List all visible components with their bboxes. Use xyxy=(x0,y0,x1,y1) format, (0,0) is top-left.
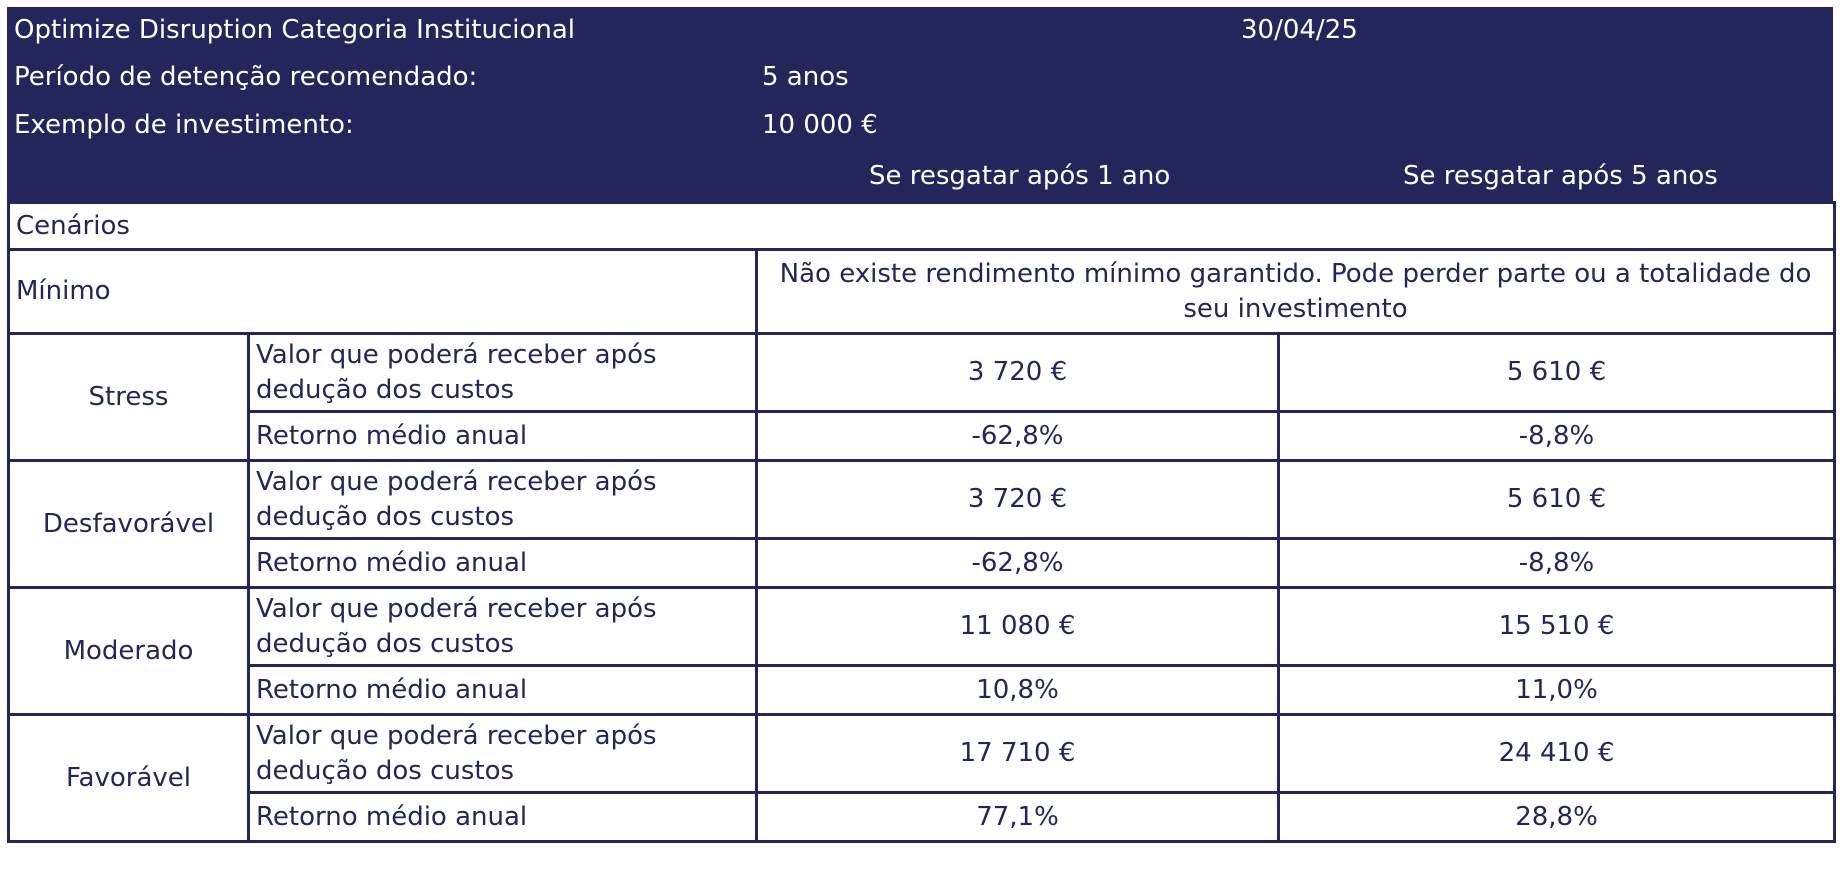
value-after-costs-label: Valor que poderá receber após dedução dos custos xyxy=(249,715,757,793)
return-5-years: -8,8% xyxy=(1279,412,1835,461)
scenario-name-stress: Stress xyxy=(9,334,249,461)
value-1-year: 17 710 € xyxy=(757,715,1279,793)
average-annual-return-label: Retorno médio anual xyxy=(249,793,757,842)
scenarios-table xyxy=(7,201,1836,843)
report-date: 30/04/25 xyxy=(1241,15,1358,45)
minimo-label: Mínimo xyxy=(9,250,757,334)
scenario-value-row xyxy=(9,334,1835,412)
scenario-name-moderado: Moderado xyxy=(9,588,249,715)
value-1-year: 11 080 € xyxy=(757,588,1279,666)
value-1-year: 3 720 € xyxy=(757,334,1279,412)
return-1-year: -62,8% xyxy=(757,412,1279,461)
scenario-value-row xyxy=(9,461,1835,539)
fund-title: Optimize Disruption Categoria Institucional xyxy=(14,15,576,45)
return-5-years: 28,8% xyxy=(1279,793,1835,842)
return-1-year: -62,8% xyxy=(757,539,1279,588)
return-1-year: 10,8% xyxy=(757,666,1279,715)
return-5-years: 11,0% xyxy=(1279,666,1835,715)
cenarios-row xyxy=(9,203,1835,250)
average-annual-return-label: Retorno médio anual xyxy=(249,412,757,461)
value-after-costs-label: Valor que poderá receber após dedução dos custos xyxy=(249,461,757,539)
holding-period-label: Período de detenção recomendado: xyxy=(14,62,478,92)
value-after-costs-label: Valor que poderá receber após dedução dos custos xyxy=(249,334,757,412)
value-5-years: 5 610 € xyxy=(1279,461,1835,539)
average-annual-return-label: Retorno médio anual xyxy=(249,666,757,715)
value-5-years: 24 410 € xyxy=(1279,715,1835,793)
scenario-return-row xyxy=(9,539,1835,588)
scenario-value-row xyxy=(9,588,1835,666)
value-1-year: 3 720 € xyxy=(757,461,1279,539)
value-5-years: 15 510 € xyxy=(1279,588,1835,666)
scenario-return-row xyxy=(9,412,1835,461)
investment-value: 10 000 € xyxy=(762,110,878,140)
scenario-return-row xyxy=(9,793,1835,842)
scenario-name-desfavoravel: Desfavorável xyxy=(9,461,249,588)
scenario-name-favoravel: Favorável xyxy=(9,715,249,842)
value-after-costs-label: Valor que poderá receber após dedução dos custos xyxy=(249,588,757,666)
average-annual-return-label: Retorno médio anual xyxy=(249,539,757,588)
minimo-row xyxy=(9,250,1835,334)
minimo-text: Não existe rendimento mínimo garantido. Pode perder parte ou a totalidade do seu investimento xyxy=(757,250,1835,334)
return-5-years: -8,8% xyxy=(1279,539,1835,588)
investment-label: Exemplo de investimento: xyxy=(14,110,354,140)
performance-scenarios-sheet xyxy=(7,7,1833,843)
value-5-years: 5 610 € xyxy=(1279,334,1835,412)
return-1-year: 77,1% xyxy=(757,793,1279,842)
scenario-value-row xyxy=(9,715,1835,793)
cenarios-label: Cenários xyxy=(9,203,1835,250)
column-header-5-years: Se resgatar após 5 anos xyxy=(1403,161,1718,191)
header-block xyxy=(7,7,1833,201)
column-header-1-year: Se resgatar após 1 ano xyxy=(869,161,1171,191)
scenario-return-row xyxy=(9,666,1835,715)
holding-period-value: 5 anos xyxy=(762,62,849,92)
